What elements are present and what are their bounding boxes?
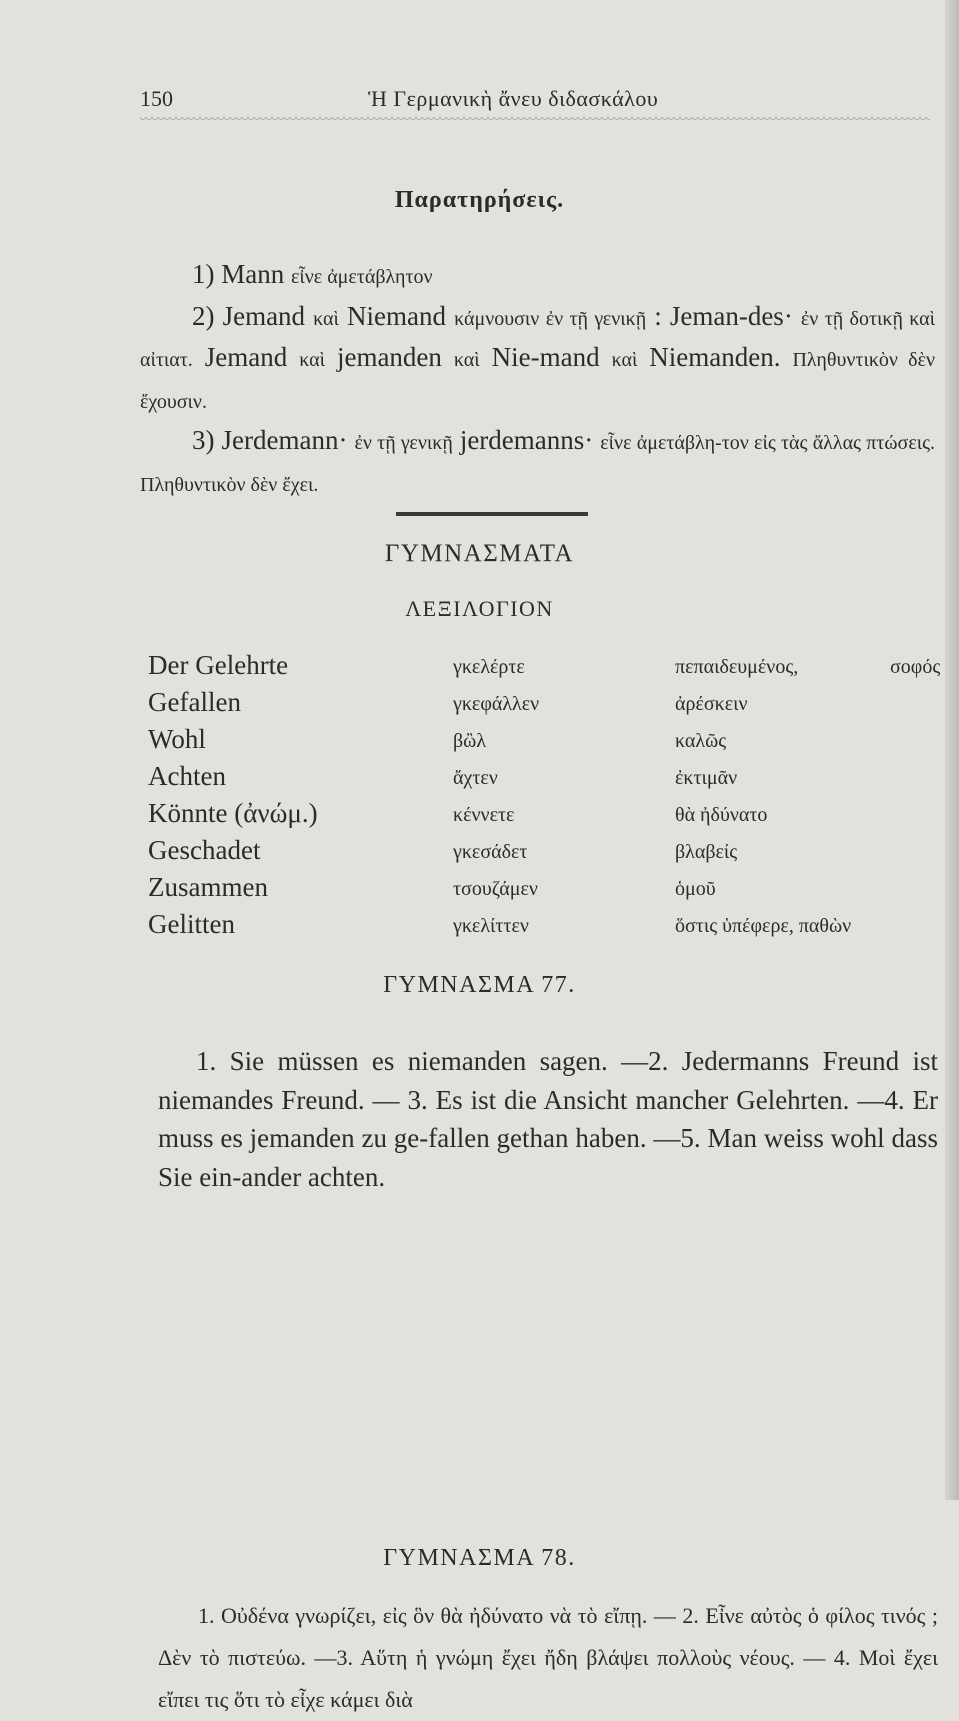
vocab-german: Der Gelehrte	[148, 650, 289, 680]
note-2-german-d: Jemand	[204, 342, 288, 372]
vocab-greek: ἐκτιμᾶν	[675, 767, 738, 789]
vocab-pronunciation: γκεφάλλεν	[453, 693, 540, 715]
section-divider	[396, 512, 588, 516]
note-1-german: 1) Mann	[192, 259, 285, 289]
note-2-greek-g: Πληθυντικὸν δὲν ἔχουσιν.	[140, 349, 936, 413]
note-2-greek-f: καὶ	[611, 349, 638, 371]
note-2-german-e: jemanden	[336, 342, 442, 372]
exercise-77-text: 1. Sie müssen es niemanden sagen. —2. Jedermanns Freund ist niemandes Freund. — 3. Es ist die Ansicht mancher Gelehrten. —4. Er muss es jemanden zu ge-fallen gethan haben. —5. Man weiss wohl dass Sie ein-ander achten.	[158, 1046, 938, 1192]
header-wavy-rule	[140, 117, 930, 123]
vocab-german: Könnte (ἀνώμ.)	[148, 798, 318, 828]
note-1	[140, 255, 935, 297]
vocab-greek: πεπαιδευμένος,	[675, 656, 799, 678]
notes-heading: Παρατηρήσεις.	[394, 187, 565, 213]
vocab-greek: ἀρέσκειν	[675, 693, 748, 715]
vocab-greek: ὅστις ὑπέφερε, παθὼν	[675, 915, 852, 937]
note-3-greek-b: εἶνε ἀμετάβλη-τον εἰς τὰς ἄλλας πτώσεις. Πληθυντικὸν δὲν ἔχει.	[140, 432, 936, 496]
vocab-german: Gelitten	[148, 909, 235, 939]
vocab-row	[148, 687, 938, 724]
note-2-greek-c: ἐν τῇ δοτικῇ καὶ αἰτιατ.	[140, 307, 936, 371]
note-3-german-a: 3) Jerdemann·	[192, 425, 348, 455]
vocab-german: Wohl	[148, 724, 206, 754]
exercise-78-text: 1. Οὐδένα γνωρίζει, εἰς ὃν θὰ ἠδύνατο νὰ τὸ εἴπῃ. — 2. Εἶνε αὐτὸς ὁ φίλος τινός ; Δὲν τὸ πιστεύω. —3. Αὕτη ἡ γνώμη ἔχει ἤδη βλάψει πολλοὺς νέους. — 4. Μοὶ ἔχει εἴπει τις ὅτι τὸ εἶχε κάμει διὰ	[158, 1603, 938, 1712]
note-2-greek-b: κάμνουσιν ἐν τῇ γενικῇ	[454, 307, 647, 330]
note-2-greek-e: καὶ	[453, 349, 480, 371]
vocab-row	[148, 872, 938, 909]
vocab-pronunciation: γκελίττεν	[453, 915, 529, 937]
vocab-german: Geschadet	[148, 835, 261, 865]
vocab-pronunciation: βὢλ	[453, 730, 487, 752]
vocab-row	[148, 835, 938, 872]
note-2-greek-d: καὶ	[299, 349, 325, 371]
note-2-german-b: Niemand	[347, 300, 446, 331]
vocab-greek: καλῶς	[675, 730, 727, 752]
vocab-greek: θὰ ἠδύνατο	[675, 804, 768, 826]
vocabulary-table	[148, 650, 941, 946]
vocab-pronunciation: γκελέρτε	[453, 656, 525, 678]
note-2-greek-a: καὶ	[313, 307, 339, 330]
note-3-greek-a: ἐν τῇ γενικῇ	[354, 432, 453, 454]
page-number: 150	[140, 86, 173, 111]
vocab-greek-alt: σοφός	[890, 656, 941, 678]
vocab-pronunciation: κέννετε	[453, 804, 515, 826]
exercises-title: ΓΥΜΝΑΣΜΑΤΑ	[384, 540, 575, 567]
vocab-row	[148, 724, 938, 761]
vocab-greek: βλαβείς	[675, 841, 738, 863]
vocabulary-title: ΛΕΞΙΛΟΓΙΟΝ	[405, 596, 554, 621]
exercise-77	[158, 1042, 938, 1196]
notes-section	[140, 255, 935, 504]
note-1-greek: εἶνε ἀμετάβλητον	[290, 266, 433, 288]
vocab-german: Achten	[148, 761, 226, 791]
vocab-pronunciation: γκεσάδετ	[453, 841, 528, 863]
vocab-pronunciation: ἄχτεν	[453, 767, 498, 789]
vocab-row	[148, 650, 941, 687]
exercise-78	[158, 1595, 938, 1721]
page-edge-shadow	[945, 0, 959, 1500]
vocab-row	[148, 798, 938, 835]
vocab-pronunciation: τσουζάμεν	[453, 878, 538, 900]
note-2-german-f: Nie-mand	[491, 342, 600, 372]
note-2-german-c: : Jeman-des·	[654, 300, 793, 331]
running-title: Ἡ Γερμανικὴ ἄνευ διδασκάλου	[368, 86, 659, 111]
note-3	[140, 421, 935, 504]
vocab-german: Gefallen	[148, 687, 241, 717]
vocab-german: Zusammen	[148, 872, 268, 902]
running-header	[140, 86, 930, 118]
vocab-greek: ὁμοῦ	[675, 878, 716, 900]
note-2	[140, 297, 935, 422]
vocab-row	[148, 909, 938, 946]
note-2-german-g: Niemanden.	[649, 342, 781, 372]
note-2-german-a: 2) Jemand	[192, 300, 306, 331]
vocab-row	[148, 761, 938, 798]
note-3-german-b: jerdemanns·	[459, 425, 594, 455]
exercise-78-title: ΓΥΜΝΑΣΜΑ 78.	[383, 1545, 576, 1571]
exercise-77-title: ΓΥΜΝΑΣΜΑ 77.	[383, 972, 576, 998]
